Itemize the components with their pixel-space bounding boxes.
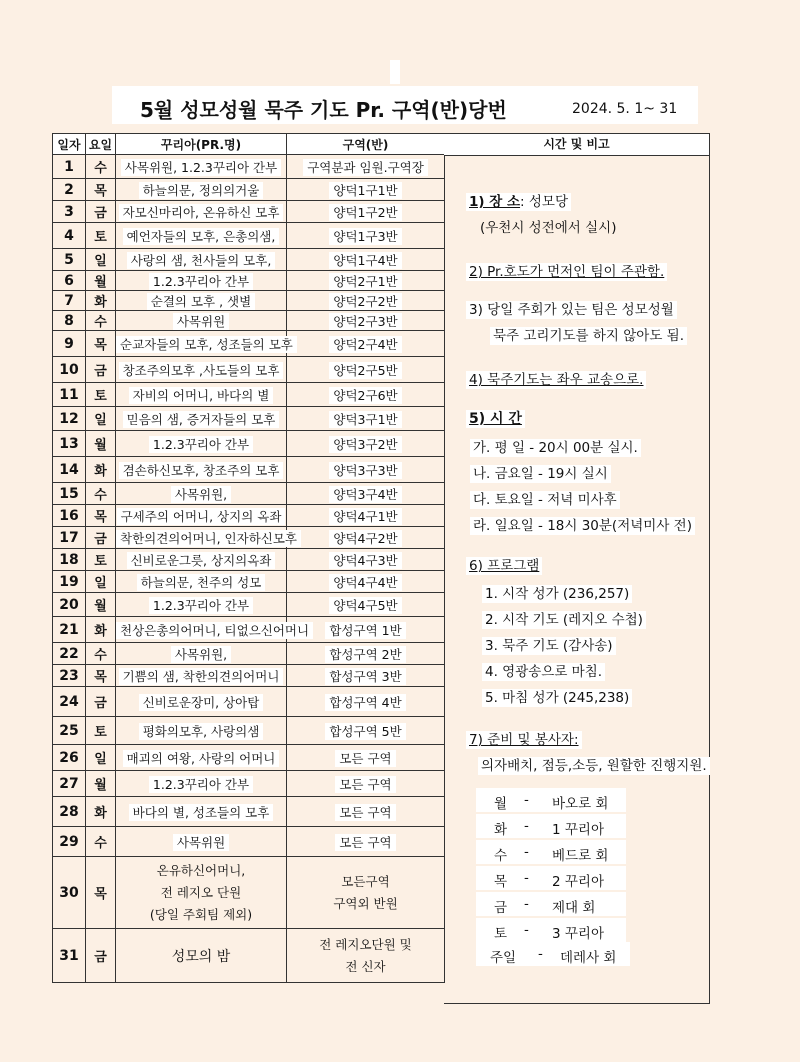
cell-day: 26 xyxy=(53,745,86,771)
cell-curia-text: 하늘의문, 정의의거울 xyxy=(139,182,264,199)
note-meeting-line2-text: 묵주 고리기도를 하지 않아도 됨. xyxy=(490,327,687,345)
cell-area-line: 구역외 반원 xyxy=(333,895,398,911)
program-item-text: 5. 마침 성가 (245,238) xyxy=(482,689,632,707)
table-row xyxy=(53,687,445,717)
cell-curia xyxy=(116,745,287,771)
cell-curia xyxy=(116,643,287,665)
table-row xyxy=(53,201,445,223)
cell-area-text: 양덕3구2반 xyxy=(329,436,401,453)
cell-day: 13 xyxy=(53,431,86,457)
cell-curia-text: 평화의모후, 사랑의샘 xyxy=(139,723,264,740)
cell-weekday: 토 xyxy=(86,223,116,249)
note-meeting-line1 xyxy=(466,298,677,318)
cell-day: 1 xyxy=(53,155,86,179)
cell-area-text: 양덕3구4반 xyxy=(329,486,401,503)
table-row xyxy=(53,431,445,457)
cell-day: 27 xyxy=(53,771,86,797)
cell-weekday: 일 xyxy=(86,407,116,431)
col-header-notes: 시간 및 비고 xyxy=(444,134,709,156)
cell-curia-text: 1.2.3꾸리아 간부 xyxy=(149,776,253,793)
cell-weekday: 화 xyxy=(86,617,116,643)
cell-curia xyxy=(116,665,287,687)
cell-curia xyxy=(116,717,287,745)
cell-curia xyxy=(116,571,287,593)
cell-area-text: 양덕2구5반 xyxy=(329,362,401,379)
cell-area-text: 합성구역 1반 xyxy=(325,622,405,639)
cell-area-line: 전 레지오단원 및 xyxy=(319,936,412,952)
cell-day: 7 xyxy=(53,291,86,311)
duty-day: 화 xyxy=(494,822,508,838)
cell-area xyxy=(287,331,445,357)
cell-area-line: 모든구역 xyxy=(341,873,390,889)
table-row xyxy=(53,593,445,617)
cell-area xyxy=(287,357,445,383)
cell-curia-line: 전 레지오 단원 xyxy=(160,884,242,900)
table-row xyxy=(53,271,445,291)
cell-curia-text: 예언자들의 모후, 은총의샘, xyxy=(123,228,280,245)
cell-area xyxy=(287,593,445,617)
cell-curia-text: 창조주의모후 ,사도들의 모후 xyxy=(119,362,284,379)
cell-area-text: 양덕4구4반 xyxy=(329,574,401,591)
cell-area xyxy=(287,249,445,271)
cell-curia-text: 하늘의문, 천주의 성모 xyxy=(137,574,266,591)
cell-area xyxy=(287,549,445,571)
note-meeting-line1-text: 3) 당일 주회가 있는 팀은 성모성월 xyxy=(466,301,677,319)
cell-day: 21 xyxy=(53,617,86,643)
cell-day: 29 xyxy=(53,827,86,857)
table-row xyxy=(53,357,445,383)
cell-day: 17 xyxy=(53,527,86,549)
cell-day: 19 xyxy=(53,571,86,593)
cell-curia-text: 신비로운그릇, 상지의옥좌 xyxy=(127,552,276,569)
cell-weekday: 수 xyxy=(86,483,116,505)
duty-day: 토 xyxy=(494,926,508,942)
table-row xyxy=(53,771,445,797)
cell-curia xyxy=(116,857,287,929)
duty-group: 데레사 회 xyxy=(560,950,617,966)
cell-weekday: 월 xyxy=(86,431,116,457)
cell-weekday: 목 xyxy=(86,331,116,357)
cell-curia xyxy=(116,331,293,357)
time-item-text: 나. 금요일 - 19시 실시 xyxy=(470,465,611,483)
cell-curia xyxy=(116,201,287,223)
table-row xyxy=(53,665,445,687)
cell-area-text: 양덕3구1반 xyxy=(329,411,401,428)
cell-weekday: 금 xyxy=(86,527,116,549)
cell-curia xyxy=(116,457,287,483)
cell-day: 24 xyxy=(53,687,86,717)
cell-curia xyxy=(116,357,287,383)
cell-curia-text: 사목위원, xyxy=(171,486,231,503)
duty-group: 제대 회 xyxy=(552,900,596,916)
cell-curia-text: 1.2.3꾸리아 간부 xyxy=(149,436,253,453)
cell-area-text: 양덕2구4반 xyxy=(329,336,401,353)
cell-area xyxy=(287,797,445,827)
table-row xyxy=(53,179,445,201)
date-range: 2024. 5. 1~ 31 xyxy=(572,101,678,117)
program-item-text: 3. 묵주 기도 (감사송) xyxy=(482,637,616,655)
table-row xyxy=(53,155,445,179)
table-row xyxy=(53,249,445,271)
program-item xyxy=(482,634,616,654)
cell-area-text: 모든 구역 xyxy=(335,834,395,851)
table-header-row xyxy=(53,134,445,155)
cell-weekday: 금 xyxy=(86,687,116,717)
cell-weekday: 수 xyxy=(86,643,116,665)
cell-weekday: 수 xyxy=(86,155,116,179)
note-prep-text xyxy=(478,754,710,774)
cell-area-text: 양덕1구2반 xyxy=(329,204,401,221)
cell-curia xyxy=(116,223,287,249)
cell-curia xyxy=(116,383,287,407)
table-row xyxy=(53,291,445,311)
cell-area xyxy=(287,155,445,179)
note-program-title xyxy=(466,554,542,574)
cell-day: 3 xyxy=(53,201,86,223)
time-item xyxy=(470,462,611,482)
cell-curia-text: 순결의 모후 , 샛별 xyxy=(147,293,255,310)
cell-curia: 성모의 밤 xyxy=(116,929,287,983)
note-time-title xyxy=(466,408,525,428)
cell-area-text: 양덕1구3반 xyxy=(329,228,401,245)
duty-sep: - xyxy=(524,792,529,808)
duty-day: 목 xyxy=(494,874,508,890)
note-prep-title-text: 7) 준비 및 봉사자: xyxy=(466,731,582,749)
cell-curia xyxy=(116,687,287,717)
cell-curia-text: 바다의 별, 성조들의 모후 xyxy=(129,804,274,821)
cell-area-text: 합성구역 2반 xyxy=(325,646,405,663)
cell-curia-text: 1.2.3꾸리아 간부 xyxy=(149,273,253,290)
cell-day: 11 xyxy=(53,383,86,407)
cell-curia-text: 구세주의 어머니, 상지의 옥좌 xyxy=(117,508,286,525)
table-row xyxy=(53,717,445,745)
cell-curia-text: 사랑의 샘, 천사들의 모후, xyxy=(127,252,276,269)
program-item xyxy=(482,582,632,602)
cell-day: 25 xyxy=(53,717,86,745)
cell-day: 5 xyxy=(53,249,86,271)
note-place-sub: (우천시 성전에서 실시) xyxy=(480,220,617,236)
cell-area-text: 모든 구역 xyxy=(335,750,395,767)
cell-weekday: 토 xyxy=(86,383,116,407)
cell-curia-text: 믿음의 샘, 증거자들의 모후 xyxy=(123,411,280,428)
cell-area-text: 합성구역 4반 xyxy=(325,694,405,711)
page-title: 5월 성모성월 묵주 기도 Pr. 구역(반)당번 xyxy=(140,98,507,122)
note-prep-text-value: 의자배치, 점등,소등, 원할한 진행지원. xyxy=(478,757,710,775)
cell-day: 9 xyxy=(53,331,86,357)
duty-group: 바오로 회 xyxy=(552,796,609,812)
table-row xyxy=(53,527,445,549)
cell-weekday: 목 xyxy=(86,179,116,201)
cell-weekday: 금 xyxy=(86,357,116,383)
table-row xyxy=(53,617,445,643)
time-item-text: 다. 토요일 - 저녁 미사후 xyxy=(470,491,620,509)
cell-weekday: 일 xyxy=(86,745,116,771)
cell-area xyxy=(287,271,445,291)
cell-area-text: 합성구역 3반 xyxy=(325,668,405,685)
cell-area-text: 양덕2구1반 xyxy=(329,273,401,290)
cell-weekday: 일 xyxy=(86,571,116,593)
cell-weekday: 월 xyxy=(86,271,116,291)
duty-day: 수 xyxy=(494,848,508,864)
cell-curia-text: 기쁨의 샘, 착한의견의어머니 xyxy=(119,668,284,685)
cell-weekday: 수 xyxy=(86,311,116,331)
cell-area xyxy=(287,643,445,665)
note-host-text: 2) Pr.호도가 먼저인 팀이 주관함. xyxy=(466,263,667,281)
cell-day: 10 xyxy=(53,357,86,383)
cell-area xyxy=(287,407,445,431)
cell-weekday: 월 xyxy=(86,771,116,797)
cell-area xyxy=(287,771,445,797)
table-row xyxy=(53,571,445,593)
cell-curia xyxy=(116,155,287,179)
cell-weekday: 화 xyxy=(86,291,116,311)
duty-day: 월 xyxy=(494,796,508,812)
duty-group: 1 꾸리아 xyxy=(552,822,605,838)
cell-area xyxy=(287,457,445,483)
cell-area-text: 양덕2구6반 xyxy=(329,387,401,404)
cell-day: 20 xyxy=(53,593,86,617)
col-header-curia: 꾸리아(PR.명) xyxy=(116,134,287,155)
cell-day: 31 xyxy=(53,929,86,983)
cell-curia-line: 온유하신어머니, xyxy=(156,862,246,878)
cell-curia-text: 순교자들의 모후, 성조들의 모후 xyxy=(116,336,297,353)
cell-area-text: 양덕4구1반 xyxy=(329,508,401,525)
cell-day: 22 xyxy=(53,643,86,665)
cell-area-text: 양덕1구1반 xyxy=(329,182,401,199)
cell-area-text: 양덕3구3반 xyxy=(329,462,401,479)
cell-area xyxy=(287,311,445,331)
cell-day: 28 xyxy=(53,797,86,827)
cell-curia-text: 자비의 어머니, 바다의 별 xyxy=(129,387,274,404)
col-header-day: 일자 xyxy=(53,134,86,155)
cell-area-text: 양덕4구3반 xyxy=(329,552,401,569)
cell-day: 4 xyxy=(53,223,86,249)
cell-area xyxy=(287,291,445,311)
cell-curia xyxy=(116,771,287,797)
table-row xyxy=(53,827,445,857)
cell-area xyxy=(287,665,445,687)
cell-curia-text: 겸손하신모후, 창조주의 모후 xyxy=(119,462,284,479)
cell-area xyxy=(287,745,445,771)
duty-day: 금 xyxy=(494,900,508,916)
col-header-weekday: 요일 xyxy=(86,134,116,155)
time-item-text: 라. 일요일 - 18시 30분(저녁미사 전) xyxy=(470,517,695,535)
cell-curia-text: 착한의견의어머니, 인자하신모후 xyxy=(116,530,301,547)
cell-area xyxy=(287,857,445,929)
cell-day: 23 xyxy=(53,665,86,687)
cell-weekday: 수 xyxy=(86,827,116,857)
cell-area-line: 전 신자 xyxy=(345,958,386,974)
time-item xyxy=(470,436,641,456)
cell-curia xyxy=(116,797,287,827)
duty-sep: - xyxy=(538,946,543,962)
program-item xyxy=(482,686,632,706)
cell-weekday: 목 xyxy=(86,665,116,687)
cell-curia xyxy=(116,593,287,617)
cell-day: 8 xyxy=(53,311,86,331)
cell-day: 16 xyxy=(53,505,86,527)
time-item xyxy=(470,488,620,508)
cell-day: 30 xyxy=(53,857,86,929)
table-row xyxy=(53,549,445,571)
cell-curia-text: 천상은총의어머니, 티없으신어머니 xyxy=(116,622,313,639)
table-row xyxy=(53,483,445,505)
cell-weekday: 월 xyxy=(86,593,116,617)
note-prep-title xyxy=(466,728,582,748)
note-time-title-text: 5) 시 간 xyxy=(466,410,525,428)
cell-curia-text: 사목위원, xyxy=(171,646,231,663)
table-row xyxy=(53,383,445,407)
cell-day: 15 xyxy=(53,483,86,505)
cell-curia-text: 1.2.3꾸리아 간부 xyxy=(149,597,253,614)
duty-sep: - xyxy=(524,896,529,912)
cell-area xyxy=(287,505,445,527)
top-mark xyxy=(390,60,400,84)
cell-curia xyxy=(116,505,287,527)
cell-area xyxy=(287,431,445,457)
note-meeting-line2 xyxy=(490,324,687,344)
cell-area-text: 양덕2구3반 xyxy=(329,313,401,330)
cell-area xyxy=(287,717,445,745)
cell-weekday: 일 xyxy=(86,249,116,271)
duty-group: 2 꾸리아 xyxy=(552,874,605,890)
cell-curia xyxy=(116,249,287,271)
cell-weekday: 토 xyxy=(86,717,116,745)
cell-curia xyxy=(116,271,287,291)
duty-day: 주일 xyxy=(490,950,517,966)
cell-area xyxy=(287,201,445,223)
cell-curia-text: 자모신마리아, 온유하신 모후 xyxy=(119,204,284,221)
note-place xyxy=(466,190,571,210)
time-item xyxy=(470,514,695,534)
table-row xyxy=(53,929,445,983)
cell-area xyxy=(287,383,445,407)
duty-sep: - xyxy=(524,870,529,886)
cell-area-text: 구역분과 임원.구역장 xyxy=(303,159,428,176)
note-antiphon xyxy=(466,368,646,388)
cell-curia xyxy=(116,431,287,457)
cell-curia xyxy=(116,549,287,571)
table-row xyxy=(53,407,445,431)
cell-area-text: 양덕4구5반 xyxy=(329,597,401,614)
cell-curia xyxy=(116,311,287,331)
cell-curia xyxy=(116,617,310,643)
schedule-table xyxy=(52,133,445,983)
duty-sep: - xyxy=(524,818,529,834)
cell-area xyxy=(287,929,445,983)
cell-weekday: 목 xyxy=(86,505,116,527)
cell-weekday: 화 xyxy=(86,457,116,483)
cell-area-text: 모든 구역 xyxy=(335,804,395,821)
cell-curia-text: 사목위원 xyxy=(173,834,229,851)
cell-area-text: 양덕2구2반 xyxy=(329,293,401,310)
col-header-area: 구역(반) xyxy=(287,134,445,155)
cell-curia-text: 사목위원, 1.2.3꾸리아 간부 xyxy=(121,159,281,176)
table-row xyxy=(53,311,445,331)
cell-area-text: 모든 구역 xyxy=(335,776,395,793)
cell-weekday: 토 xyxy=(86,549,116,571)
cell-weekday: 목 xyxy=(86,857,116,929)
cell-curia xyxy=(116,527,297,549)
cell-curia xyxy=(116,827,287,857)
cell-area xyxy=(287,223,445,249)
table-row xyxy=(53,745,445,771)
note-antiphon-text: 4) 묵주기도는 좌우 교송으로. xyxy=(466,371,646,389)
duty-sep: - xyxy=(524,922,529,938)
cell-curia-line: (당일 주회팀 제외) xyxy=(149,906,253,922)
duty-group: 베드로 회 xyxy=(552,848,609,864)
cell-area xyxy=(287,827,445,857)
cell-day: 12 xyxy=(53,407,86,431)
cell-weekday: 화 xyxy=(86,797,116,827)
program-item xyxy=(482,608,646,628)
program-item-text: 1. 시작 성가 (236,257) xyxy=(482,585,632,603)
note-program-title-text: 6) 프로그램 xyxy=(466,557,542,575)
program-item-text: 2. 시작 기도 (레지오 수첩) xyxy=(482,611,646,629)
cell-area xyxy=(287,571,445,593)
cell-day: 14 xyxy=(53,457,86,483)
table-row xyxy=(53,457,445,483)
table-row xyxy=(53,797,445,827)
cell-curia-text: 매괴의 여왕, 사랑의 어머니 xyxy=(123,750,280,767)
program-item-text: 4. 영광송으로 마침. xyxy=(482,663,605,681)
cell-curia xyxy=(116,291,287,311)
cell-area xyxy=(287,527,445,549)
time-item-text: 가. 평 일 - 20시 00분 실시. xyxy=(470,439,641,457)
cell-area xyxy=(287,687,445,717)
cell-area-text: 양덕4구2반 xyxy=(329,530,401,547)
cell-curia xyxy=(116,179,287,201)
note-place-title: 1) 장 소 xyxy=(469,194,521,210)
cell-area xyxy=(287,179,445,201)
table-row xyxy=(53,223,445,249)
cell-day: 18 xyxy=(53,549,86,571)
cell-weekday: 금 xyxy=(86,929,116,983)
cell-area xyxy=(287,483,445,505)
cell-curia xyxy=(116,407,287,431)
duty-group: 3 꾸리아 xyxy=(552,926,605,942)
table-row xyxy=(53,643,445,665)
note-place-value: : 성모당 xyxy=(520,194,569,210)
cell-curia xyxy=(116,483,287,505)
note-host xyxy=(466,260,667,280)
table-row xyxy=(53,857,445,929)
table-row xyxy=(53,331,445,357)
cell-area-text: 양덕1구4반 xyxy=(329,252,401,269)
cell-day: 2 xyxy=(53,179,86,201)
cell-day: 6 xyxy=(53,271,86,291)
table-row xyxy=(53,505,445,527)
cell-area-text: 합성구역 5반 xyxy=(325,723,405,740)
cell-curia-text: 신비로운장미, 상아탑 xyxy=(139,694,264,711)
duty-sep: - xyxy=(524,844,529,860)
cell-weekday: 금 xyxy=(86,201,116,223)
cell-curia-text: 사목위원 xyxy=(173,313,229,330)
program-item xyxy=(482,660,605,680)
